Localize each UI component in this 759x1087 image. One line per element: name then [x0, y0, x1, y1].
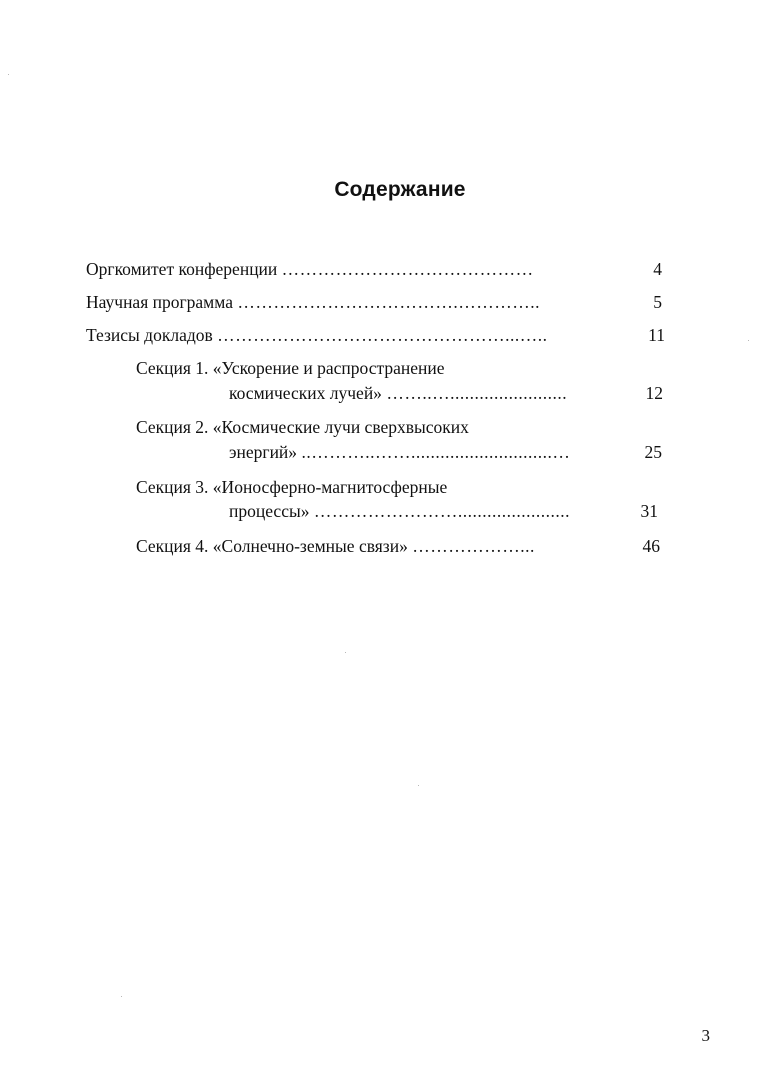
toc-leader-dots: …………………………………………...….. — [217, 325, 548, 345]
scan-speck — [8, 74, 9, 75]
toc-leader-dots: …………………………………… — [281, 259, 534, 279]
toc-entry-label: Тезисы докладов — [86, 325, 213, 345]
section-title-label: космических лучей» — [229, 383, 382, 403]
section-3-title-line2 — [229, 500, 570, 522]
footer-page-number: 3 — [701, 1026, 710, 1045]
toc-entry-page-number: 4 — [653, 259, 662, 279]
toc-leader-dots: ……………………....................... — [313, 501, 570, 521]
section-title-label: энергий» — [229, 442, 298, 462]
toc-entry-label: Оргкомитет конференции — [86, 259, 278, 279]
section-2-title-line1: Секция 2. «Космические лучи сверхвысоких — [136, 417, 469, 437]
section-title-label: Секция 4. «Солнечно-земные связи» — [136, 536, 408, 556]
scan-speck — [748, 340, 749, 341]
toc-entry-scientific-program — [86, 291, 540, 313]
toc-leader-dots: ……………………………….………….. — [237, 292, 540, 312]
section-3-title-line1: Секция 3. «Ионосферно-магнитосферные — [136, 477, 448, 497]
section-4-page-number: 46 — [642, 536, 660, 556]
section-4-title-line1 — [136, 535, 535, 557]
scan-speck — [121, 996, 122, 997]
section-1-title-line1: Секция 1. «Ускорение и распространение — [136, 358, 445, 378]
toc-entry-abstracts — [86, 324, 548, 346]
toc-leader-dots: ..………..…….............................… — [301, 442, 571, 462]
toc-entry-page-number: 11 — [648, 325, 665, 345]
section-2-title-line2 — [229, 441, 570, 463]
toc-entry-page-number: 5 — [653, 292, 662, 312]
section-2-page-number: 25 — [644, 442, 662, 462]
toc-leader-dots: ……..…........................ — [386, 383, 568, 403]
page-title: Содержание — [334, 178, 466, 201]
toc-leader-dots: ………………... — [412, 536, 535, 556]
section-1-page-number: 12 — [645, 383, 663, 403]
scan-speck — [418, 785, 419, 786]
section-3-page-number: 31 — [640, 501, 658, 521]
toc-entry-label: Научная программа — [86, 292, 233, 312]
section-1-title-line2 — [229, 382, 567, 404]
toc-entry-orgcommittee — [86, 258, 534, 280]
scan-speck — [345, 652, 346, 653]
section-title-label: процессы» — [229, 501, 310, 521]
